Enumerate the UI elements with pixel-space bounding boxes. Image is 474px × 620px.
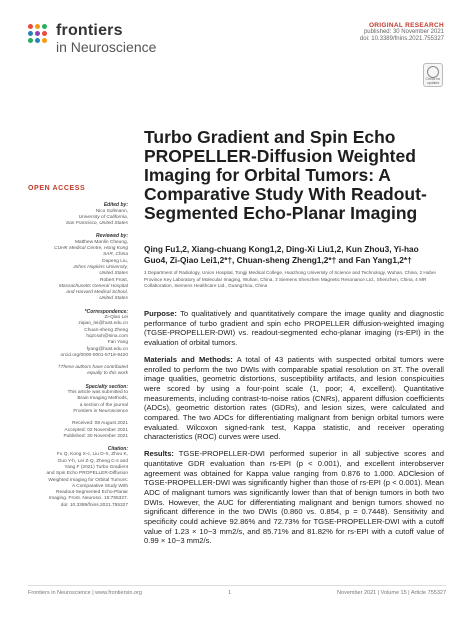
correspondence-name: Fan Yang	[107, 340, 128, 346]
page-footer	[28, 585, 446, 600]
dates-block	[28, 421, 128, 440]
edited-by-block	[28, 202, 128, 227]
frontiers-logo-icon	[28, 24, 50, 46]
correspondence-name: Zi-Qiao Lei	[104, 315, 128, 321]
reviewed-by-block	[28, 233, 128, 302]
journal-logo[interactable]	[28, 22, 188, 62]
purpose-label: Purpose:	[144, 309, 177, 318]
abstract	[144, 309, 444, 553]
reviewed-by-label: Reviewed by:	[96, 233, 128, 240]
sidebar	[28, 186, 128, 515]
correspondence-label: *Correspondence:	[84, 308, 128, 315]
published-date-sidebar: Published: 30 November 2021	[63, 433, 128, 439]
editor-line: San Francisco, United States	[65, 221, 128, 227]
published-date: published: 30 November 2021	[363, 29, 444, 35]
specialty-line: Brain Imaging Methods,	[77, 396, 128, 402]
reviewer-line: Matthew Manlin Cheung,	[74, 239, 128, 245]
article-title: Turbo Gradient and Spin Echo PROPELLER-Diffusion Weighted Imaging for Orbital Tumors: A Comparative Study With Readout-Segmented Echo-Planar Imaging	[144, 127, 427, 223]
citation-doi[interactable]: doi: 10.3389/fnins.2021.755327	[60, 502, 128, 508]
results-paragraph	[144, 449, 444, 546]
journal-section: in Neuroscience	[56, 39, 157, 55]
correspondence-email[interactable]: fyang@hust.edu.cn	[86, 346, 128, 352]
citation-block	[28, 446, 128, 509]
citation-line: A Comparative Study With	[72, 483, 128, 489]
article-meta	[360, 22, 444, 43]
badge-label: Check for updates	[425, 77, 441, 85]
specialty-block	[28, 384, 128, 415]
reviewer-line: CUHK Medical Centre, Hong Kong	[54, 246, 128, 252]
footer-issue: November 2021 | Volume 15 | Article 755327	[337, 590, 446, 596]
edited-by-label: Edited by:	[103, 202, 128, 209]
reviewer-line: Robert Frost,	[100, 277, 128, 283]
results-label: Results:	[144, 449, 174, 459]
reviewer-line: Dapeng Liu,	[102, 258, 128, 264]
equal-note-line: equally to this work	[87, 371, 128, 377]
open-access-label: OPEN ACCESS	[28, 185, 86, 192]
specialty-line: This article was submitted to	[67, 390, 128, 396]
page-number: 1	[228, 590, 232, 596]
correspondence-email[interactable]: hqzcsxh@sina.com	[86, 333, 128, 339]
equal-contribution-note	[28, 365, 128, 378]
correspondence-block	[28, 309, 128, 359]
specialty-line: a section of the journal	[79, 402, 128, 408]
check-for-updates-badge[interactable]	[423, 63, 443, 87]
citation-line: Readout-Segmented Echo-Planar	[56, 490, 128, 496]
reviewer-line: and Harvard Medical School,	[66, 290, 128, 296]
orcid-link[interactable]: orcid.org/0000-0001-5718-9420	[60, 352, 128, 358]
accepted-date: Accepted: 02 November 2021	[64, 427, 128, 433]
reviewer-line: Massachusetts General Hospital	[58, 283, 128, 289]
journal-brand: frontiers	[56, 22, 123, 39]
correspondence-name: Chuan-sheng Zheng	[84, 327, 128, 333]
received-date: Received: 08 August 2021	[71, 421, 128, 427]
citation-line: Weighted Imaging for Orbital Tumors:	[48, 477, 128, 483]
purpose-paragraph	[144, 309, 444, 348]
methods-paragraph	[144, 355, 444, 442]
reviewer-line: SAR, China	[102, 252, 128, 258]
methods-label: Materials and Methods:	[144, 354, 233, 364]
citation-line: Yang F (2021) Turbo Gradient	[64, 464, 128, 470]
author-list: Qing Fu1,2, Xiang-chuang Kong1,2, Ding-Xi Liu1,2, Kun Zhou3, Yi-hao Guo4, Zi-Qiao Lei1,2*†, Chuan-sheng Zheng1,2*† and Fan Yang1,2*†	[144, 244, 419, 265]
doi-link[interactable]: doi: 10.3389/fnins.2021.755327	[359, 36, 444, 42]
article-type: ORIGINAL RESEARCH	[368, 22, 444, 29]
citation-line: Imaging. Front. Neurosci. 15:755327.	[48, 496, 128, 502]
reviewer-line: Johns Hopkins University,	[73, 264, 128, 270]
specialty-line: Frontiers in Neuroscience	[73, 408, 128, 414]
methods-text: A total of 43 patients with suspected orbital tumors were enrolled to perform the two DWIs with comparable spatial resolution on 3T. The overall image qualities, geometric distortions, susceptibility artifacts, and lesion conspicuities were scored by using a four-point scale (1, poor; 4, excellent). Quantitative measurements, including contrast-to-noise ratios (CNRs), apparent diffusion coefficients (ADCs), geometric distortion rates (GDRs), and lesion sizes, were calculated and compared. The two ADCs for differentiating malignant from benign orbital tumors were evaluated. Wilcoxon signed-rank test, Kappa statistic, and receiver operating characteristics (ROC) curves were used.	[144, 354, 444, 442]
affiliations: 1 Department of Radiology, Union Hospital, Tongji Medical College, Huazhong University of Science and Technology, Wuhan, China, 2 Hubei Province Key Laboratory of Molecular Imaging, Wuhan, China, 3 Siemens Shenzhen Magnetic Resonance Ltd., Shenzhen, China, 4 MR Collaboration, Siemens Healthcare Ltd., Guangzhou, China	[144, 270, 436, 289]
results-text: TGSE-PROPELLER-DWI performed superior in all subjective scores and quantitative GDR evaluation than rs-EPI (p < 0.001), and excellent interobserver agreement was obtained for Kappa value ranging from 0.876 to 1.000. ADClesion of TGSE-PROPELLER-DWI was significantly higher than those of rs-EPI (p < 0.001). Mean ADC of malignant tumors was significantly lower than that of benign tumors in both two DWIs. However, the AUC for differentiating malignant and benign tumors showed no significant difference in the two DWIs (0.860 vs. 0.854, p = 0.7448). Sensitivity and specificity could achieve 92.86% and 72.73% for TGSE-PROPELLER-DWI with a cutoff value of 1.23 × 10−3 mm2/s, and 85.71% and 81.82% for rs-EPI with a cutoff value of 0.99 × 10−3 mm2/s.	[144, 449, 444, 546]
equal-note-line: †These authors have contributed	[57, 365, 128, 371]
footer-journal-link[interactable]: Frontiers in Neuroscience | www.frontiersin.org	[28, 590, 142, 596]
editor-line: Nico Sollmann,	[95, 208, 128, 214]
citation-line: Guo Y-h, Lei Z-Q, Zheng C-s and	[57, 458, 128, 464]
reviewer-line: United States	[99, 296, 128, 302]
reviewer-line: United States	[99, 271, 128, 277]
citation-line: and Spin Echo PROPELLER-Diffusion	[46, 471, 128, 477]
purpose-text: To qualitatively and quantitatively compare the image quality and diagnostic performance of turbo gradient and spin echo PROPELLER diffusion-weighted imaging (TGSE-PROPELLER-DWI) vs. readout-segmented echo-planar imaging (rs-EPI) in the evaluation of orbital tumors.	[144, 309, 444, 348]
specialty-label: Specialty section:	[85, 383, 128, 390]
citation-label: Citation:	[107, 446, 128, 453]
editor-line: University of California,	[78, 214, 128, 220]
citation-line: Fu Q, Kong X-c, Liu D-X, Zhou K,	[56, 452, 128, 458]
correspondence-email[interactable]: ziqiao_lei@hust.edu.cn	[78, 321, 128, 327]
